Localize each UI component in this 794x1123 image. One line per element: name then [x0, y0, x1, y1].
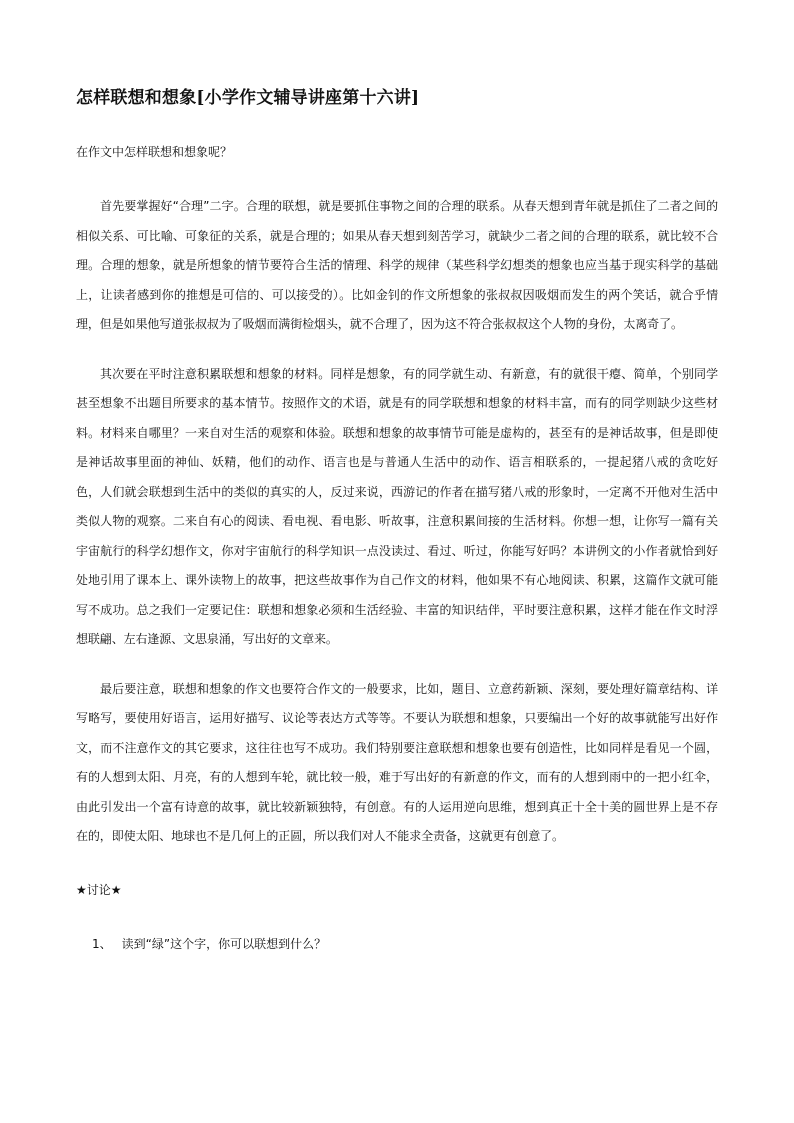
discussion-item-number: 1、 [92, 936, 112, 951]
paragraph-general-requirements: 最后要注意，联想和想象的作文也要符合作文的一般要求，比如，题目、立意药新颖、深刻，要处理好篇章结构、详写略写，要使用好语言，运用好描写、议论等表达方式等等。不要认为联想和想象，只要编出一个好的故事就能写出好作文，而不注意作文的其它要求，这往往也写不成功。我们特别要注意联想和想象也要有创造性，比如同样是看见一个圆，有的人想到太阳、月亮，有的人想到车轮，就比较一般，难于写出好的有新意的作文，而有的人想到雨中的一把小红伞，由此引发出一个富有诗意的故事，就比较新颖独特，有创意。有的人运用逆向思维，想到真正十全十美的圆世界上是不存在的，即使太阳、地球也不是几何上的正圆，所以我们对人不能求全责备，这就更有创意了。 [76, 681, 718, 843]
document-page [76, 86, 718, 952]
lead-question: 在作文中怎样联想和想象呢？ [76, 145, 233, 159]
discussion-item-text: 读到“绿”这个字，你可以联想到什么？ [121, 936, 327, 951]
paragraph-accumulate-material: 其次要在平时注意积累联想和想象的材料。同样是想象，有的同学就生动、有新意，有的就很干瘪、简单，个别同学甚至想象不出题目所要求的基本情节。按照作文的术语，就是有的同学联想和想象的材料丰富，而有的同学则缺少这些材料。材料来自哪里？一来自对生活的观察和体验。联想和想象的故事情节可能是虚构的，甚至有的是神话故事，但是即使是神话故事里面的神仙、妖精，他们的动作、语言也是与普通人生活中的动作、语言相联系的，一提起猪八戒的贪吃好色，人们就会联想到生活中的类似的真实的人，反过来说，西游记的作者在描写猪八戒的形象时，一定离不开他对生活中类似人物的观察。二来自有心的阅读、看电视、看电影、听故事，注意积累间接的生活材料。你想一想，让你写一篇有关宇宙航行的科学幻想作文，你对宇宙航行的科学知识一点没读过、看过、听过，你能写好吗？本讲例文的小作者就恰到好处地引用了课本上、课外读物上的故事，把这些故事作为自己作文的材料，他如果不有心地阅读、积累，这篇作文就可能写不成功。总之我们一定要记住：联想和想象必须和生活经验、丰富的知识结伴，平时要注意积累，这样才能在作文时浮想联翩、左右逢源、文思泉涌，写出好的文章来。 [76, 366, 718, 646]
document-title: 怎样联想和想象[小学作文辅导讲座第十六讲] [76, 88, 420, 108]
discussion-item [92, 936, 718, 952]
discussion-heading: ★讨论★ [76, 882, 122, 897]
paragraph-reasonable: 首先要掌握好“合理”二字。合理的联想，就是要抓住事物之间的合理的联系。从春天想到青年就是抓住了二者之间的相似关系、可比喻、可象征的关系，就是合理的；如果从春天想到刻苦学习，就缺少二者之间的合理的联系，就比较不合理。合理的想象，就是所想象的情节要符合生活的情理、科学的规律（某些科学幻想类的想象也应当基于现实科学的基础上，让读者感到你的推想是可信的、可以接受的）。比如金钊的作文所想象的张叔叔因吸烟而发生的两个笑话，就合乎情理，但是如果他写道张叔叔为了吸烟而满街检烟头，就不合理了，因为这不符合张叔叔这个人物的身份，太离奇了。 [76, 199, 718, 331]
